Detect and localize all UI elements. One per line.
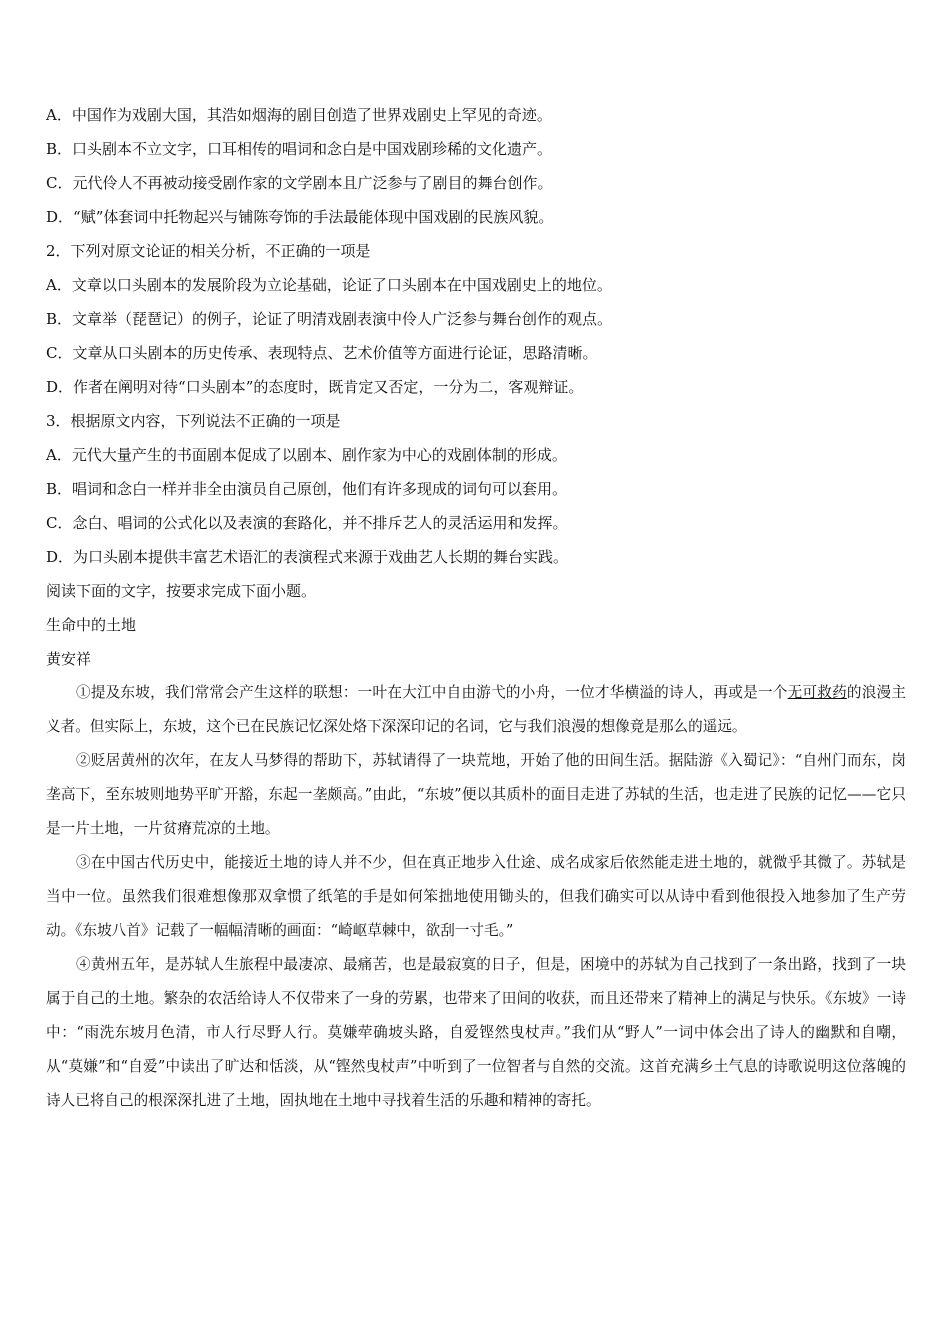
q2-stem: 2．下列对原文论证的相关分析，不正确的一项是 <box>46 242 371 260</box>
q2-option-a: A．文章以口头剧本的发展阶段为立论基础，论证了口头剧本在中国戏剧史上的地位。 <box>46 276 612 294</box>
q3-option-a: A．元代大量产生的书面剧本促成了以剧本、剧作家为中心的戏剧体制的形成。 <box>46 446 567 464</box>
essay-paragraph-2: ②贬居黄州的次年，在友人马梦得的帮助下，苏轼请得了一块荒地，开始了他的田间生活。据陆游《入蜀记》：“自州门而东，岗垄高下，至东坡则地势平旷开豁，东起一垄颇高。”由此，“东坡”便以其质朴的面目走进了苏轼的生活，也走进了民族的记忆——它只是一片土地，一片贫瘠荒凉的土地。 <box>46 752 906 837</box>
p1-underlined-phrase: 无可救药 <box>787 684 847 701</box>
p1-text-after: 的浪漫主义者。但实际上，东坡，这个已在民族记忆深处烙下深深印记的名词，它与我们浪漫的想像竟是那么的遥远。 <box>46 684 906 735</box>
q3-option-d: D．为口头剧本提供丰富艺术语汇的表演程式来源于戏曲艺人长期的舞台实践。 <box>46 548 569 566</box>
q3-stem: 3．根据原文内容，下列说法不正确的一项是 <box>46 412 341 430</box>
q1-option-d: D．“赋”体套词中托物起兴与铺陈夸饰的手法最能体现中国戏剧的民族风貌。 <box>46 208 554 226</box>
q3-option-b: B．唱词和念白一样并非全由演员自己原创，他们有许多现成的词句可以套用。 <box>46 480 568 498</box>
q1-option-c: C．元代伶人不再被动接受剧作家的文学剧本且广泛参与了剧目的舞台创作。 <box>46 174 553 192</box>
reading-instruction: 阅读下面的文字，按要求完成下面小题。 <box>46 582 317 600</box>
essay-paragraph-1 <box>46 676 906 744</box>
q2-option-d: D．作者在阐明对待“口头剧本”的态度时，既肯定又否定，一分为二，客观辩证。 <box>46 378 584 396</box>
document-page <box>46 98 906 1118</box>
essay-paragraph-3: ③在中国古代历史中，能接近土地的诗人并不少，但在真正地步入仕途、成名成家后依然能走进土地的，就微乎其微了。苏轼是当中一位。虽然我们很难想像那双拿惯了纸笔的手是如何笨拙地使用锄头的，但我们确实可以从诗中看到他很投入地参加了生产劳动。《东坡八首》记载了一幅幅清晰的画面：“崎岖草棘中，欲刮一寸毛。” <box>46 854 906 939</box>
q1-option-a: A．中国作为戏剧大国，其浩如烟海的剧目创造了世界戏剧史上罕见的奇迹。 <box>46 106 552 124</box>
essay-author: 黄安祥 <box>46 650 92 668</box>
q2-option-b: B．文章举（琵琶记）的例子，论证了明清戏剧表演中伶人广泛参与舞台创作的观点。 <box>46 310 613 328</box>
essay-paragraph-4: ④黄州五年，是苏轼人生旅程中最凄凉、最痛苦，也是最寂寞的日子，但是，困境中的苏轼为自己找到了一条出路，找到了一块属于自己的土地。繁杂的农活给诗人不仅带来了一身的劳累，也带来了田间的收获，而且还带来了精神上的满足与快乐。《东坡》一诗中：“雨洗东坡月色清，市人行尽野人行。莫嫌荦确坡头路，自爱铿然曳杖声。”我们从“野人”一词中体会出了诗人的幽默和自嘲，从“莫嫌”和“自爱”中读出了旷达和恬淡，从“铿然曳杖声”中听到了一位智者与自然的交流。这首充满乡土气息的诗歌说明这位落魄的诗人已将自己的根深深扎进了土地，固执地在土地中寻找着生活的乐趣和精神的寄托。 <box>46 956 906 1109</box>
p1-text-before: ①提及东坡，我们常常会产生这样的联想：一叶在大江中自由游弋的小舟，一位才华横溢的诗人，再或是一个 <box>76 684 788 701</box>
q1-option-b: B．口头剧本不立文字，口耳相传的唱词和念白是中国戏剧珍稀的文化遗产。 <box>46 140 553 158</box>
essay-title: 生命中的土地 <box>46 616 137 634</box>
q2-option-c: C．文章从口头剧本的历史传承、表现特点、艺术价值等方面进行论证，思路清晰。 <box>46 344 598 362</box>
q3-option-c: C．念白、唱词的公式化以及表演的套路化，并不排斥艺人的灵活运用和发挥。 <box>46 514 568 532</box>
